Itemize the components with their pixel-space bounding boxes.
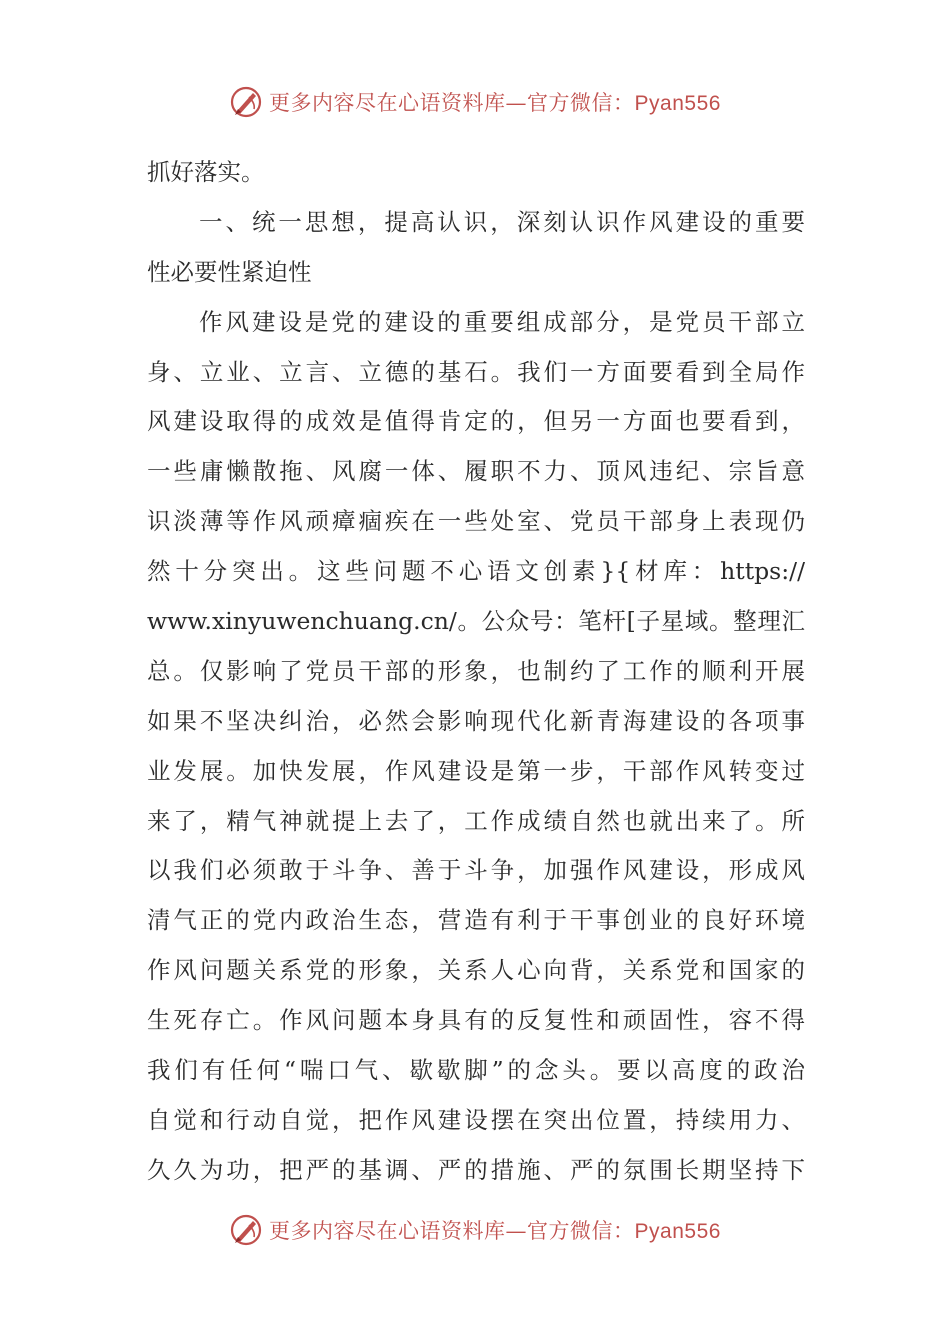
text-line: 如果不坚决纠治，必然会影响现代化新青海建设的各项事: [147, 706, 805, 735]
text-line: 清气正的党内政治生态，营造有利于干事创业的良好环境: [147, 906, 805, 935]
text-line: 我们有任何“喘口气、歇歇脚”的念头。要以高度的政治: [147, 1056, 805, 1085]
section-heading-line: 性必要性紧迫性: [147, 257, 312, 286]
text-line: 以我们必须敢于斗争、善于斗争，加强作风建设，形成风: [147, 856, 805, 885]
document-body: [147, 148, 805, 1196]
footer-banner: [0, 1210, 950, 1250]
text-line: 抓好落实。: [147, 158, 265, 186]
text-line: 总。仅影响了党员干部的形象，也制约了工作的顺利开展: [147, 656, 805, 685]
banner-slogan: 更多内容尽在心语资料库—官方微信：: [269, 1219, 635, 1243]
text-line: 身、立业、立言、立德的基石。我们一方面要看到全局作: [147, 357, 805, 386]
text-line: 一些庸懒散拖、风腐一体、履职不力、顶风违纪、宗旨意: [147, 457, 805, 486]
text-line: 生死存亡。作风问题本身具有的反复性和顽固性，容不得: [147, 1006, 805, 1035]
banner-text: [269, 87, 721, 117]
text-line: 来了，精气神就提上去了，工作成绩自然也就出来了。所: [147, 806, 805, 835]
section-heading-line: 一、统一思想，提高认识，深刻认识作风建设的重要: [199, 207, 805, 236]
text-line: 风建设取得的成效是值得肯定的，但另一方面也要看到，: [147, 407, 805, 436]
wechat-id: Pyan556: [634, 92, 721, 115]
text-line: www.xinyuwenchuang.cn/。公众号：笔杆[子星域。整理汇: [147, 607, 805, 636]
text-line: 识淡薄等作风顽瘴痼疾在一些处室、党员干部身上表现仍: [147, 507, 805, 536]
text-line: 作风建设是党的建设的重要组成部分，是党员干部立: [199, 307, 805, 336]
wechat-id: Pyan556: [634, 1220, 721, 1243]
text-line: 久久为功，把严的基调、严的措施、严的氛围长期坚持下: [147, 1155, 805, 1184]
pen-logo-icon: [229, 1213, 263, 1247]
text-line: 作风问题关系党的形象，关系人心向背，关系党和国家的: [147, 956, 805, 985]
header-banner: [0, 82, 950, 122]
text-line: 自觉和行动自觉，把作风建设摆在突出位置，持续用力、: [147, 1105, 805, 1134]
text-line: 然十分突出。这些问题不心语文创素}{材库：https://: [147, 557, 805, 586]
text-line: 业发展。加快发展，作风建设是第一步，干部作风转变过: [147, 756, 805, 785]
banner-slogan: 更多内容尽在心语资料库—官方微信：: [269, 91, 635, 115]
pen-logo-icon: [229, 85, 263, 119]
banner-text: [269, 1215, 721, 1245]
